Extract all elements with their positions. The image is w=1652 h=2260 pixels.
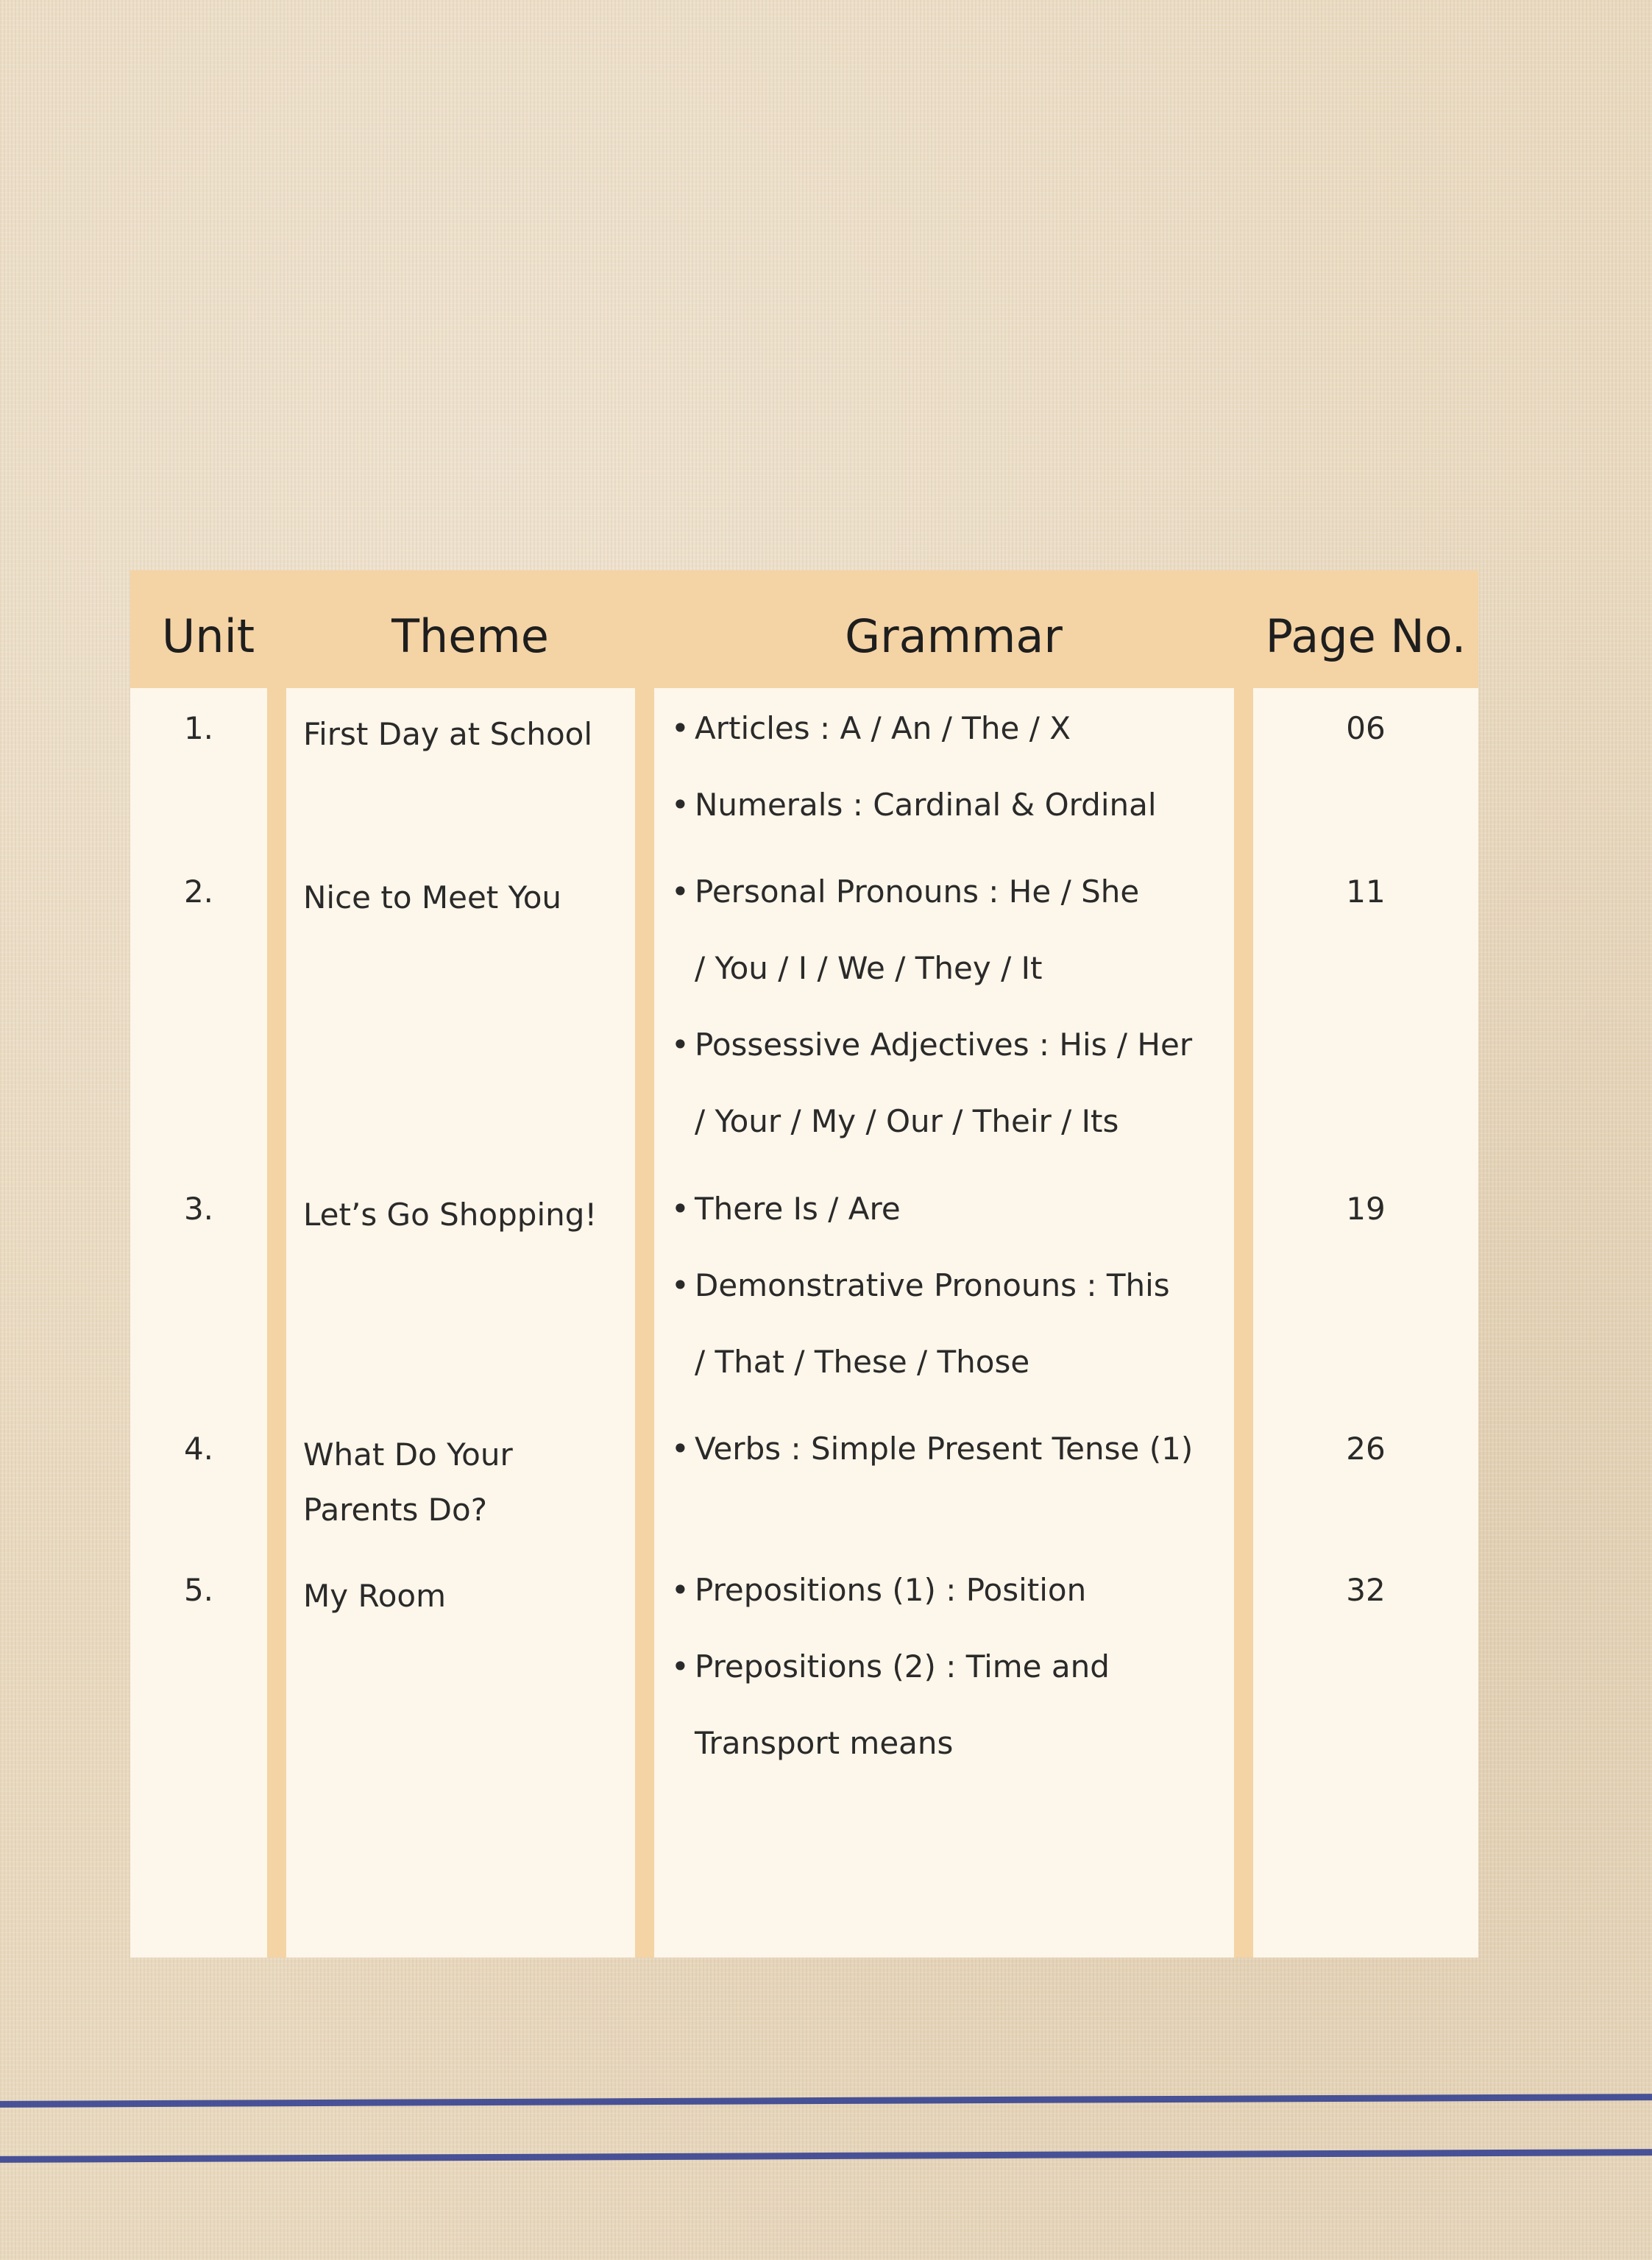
grammar-list (671, 1568, 1230, 1798)
unit-number: 3. (183, 1191, 214, 1227)
bullet-icon: • (671, 787, 689, 823)
grammar-item (671, 783, 1230, 860)
grammar-text: Prepositions (2) : Time and (695, 1648, 1110, 1685)
theme-title: Nice to Meet You (303, 879, 562, 915)
unit-number: 5. (183, 1572, 214, 1608)
unit-number: 4. (183, 1431, 214, 1467)
grammar-text: / That / These / Those (695, 1344, 1030, 1380)
grammar-item-continuation (671, 946, 1230, 1023)
grammar-text: Personal Pronouns : He / She (695, 874, 1140, 910)
fabric-stripe-top (0, 2094, 1652, 2108)
unit-number: 1. (183, 710, 214, 746)
grammar-item (671, 1023, 1230, 1099)
bullet-icon: • (671, 1191, 689, 1227)
grammar-list (671, 1187, 1230, 1417)
grammar-item-continuation (671, 1721, 1230, 1798)
grammar-list (671, 1427, 1230, 1503)
bullet-icon: • (671, 1572, 689, 1608)
theme-title: Let’s Go Shopping! (303, 1197, 598, 1233)
bullet-icon: • (671, 1027, 689, 1063)
grammar-item-continuation (671, 1340, 1230, 1417)
theme-title: First Day at School (303, 716, 593, 752)
bullet-icon: • (671, 710, 689, 746)
bullet-icon: • (671, 1267, 689, 1303)
contents-table (130, 570, 1478, 1958)
grammar-item-continuation (671, 1099, 1230, 1176)
grammar-list (671, 870, 1230, 1176)
fabric-stripe-bottom (0, 2149, 1652, 2163)
table-header (130, 570, 1478, 688)
header-theme: Theme (391, 609, 549, 663)
grammar-text: Verbs : Simple Present Tense (1) (695, 1431, 1194, 1467)
page-number: 06 (1346, 710, 1386, 746)
bullet-icon: • (671, 874, 689, 910)
page-number: 19 (1346, 1191, 1386, 1227)
header-grammar: Grammar (845, 609, 1063, 663)
grammar-text: There Is / Are (695, 1191, 901, 1227)
grammar-text: / Your / My / Our / Their / Its (695, 1103, 1119, 1139)
grammar-item (671, 1568, 1230, 1645)
grammar-text: Transport means (695, 1725, 954, 1761)
page-number: 11 (1346, 874, 1386, 910)
grammar-item (671, 706, 1230, 783)
grammar-item (671, 1187, 1230, 1264)
grammar-text: Possessive Adjectives : His / Her (695, 1027, 1193, 1063)
grammar-text: Articles : A / An / The / X (695, 710, 1071, 746)
header-unit: Unit (161, 609, 255, 663)
grammar-list (671, 706, 1230, 860)
grammar-text: Demonstrative Pronouns : This (695, 1267, 1170, 1303)
grammar-text: / You / I / We / They / It (695, 950, 1043, 986)
page-number: 26 (1346, 1431, 1386, 1467)
grammar-text: Numerals : Cardinal & Ordinal (695, 787, 1157, 823)
bullet-icon: • (671, 1648, 689, 1685)
grammar-item (671, 1264, 1230, 1340)
grammar-item (671, 1645, 1230, 1721)
theme-title: What Do Your Parents Do? (303, 1437, 513, 1528)
grammar-text: Prepositions (1) : Position (695, 1572, 1087, 1608)
unit-number: 2. (183, 874, 214, 910)
theme-title: My Room (303, 1578, 447, 1614)
header-page-no: Page No. (1265, 609, 1467, 663)
grammar-item (671, 870, 1230, 946)
page-number: 32 (1346, 1572, 1386, 1608)
bullet-icon: • (671, 1431, 689, 1467)
grammar-item (671, 1427, 1230, 1503)
